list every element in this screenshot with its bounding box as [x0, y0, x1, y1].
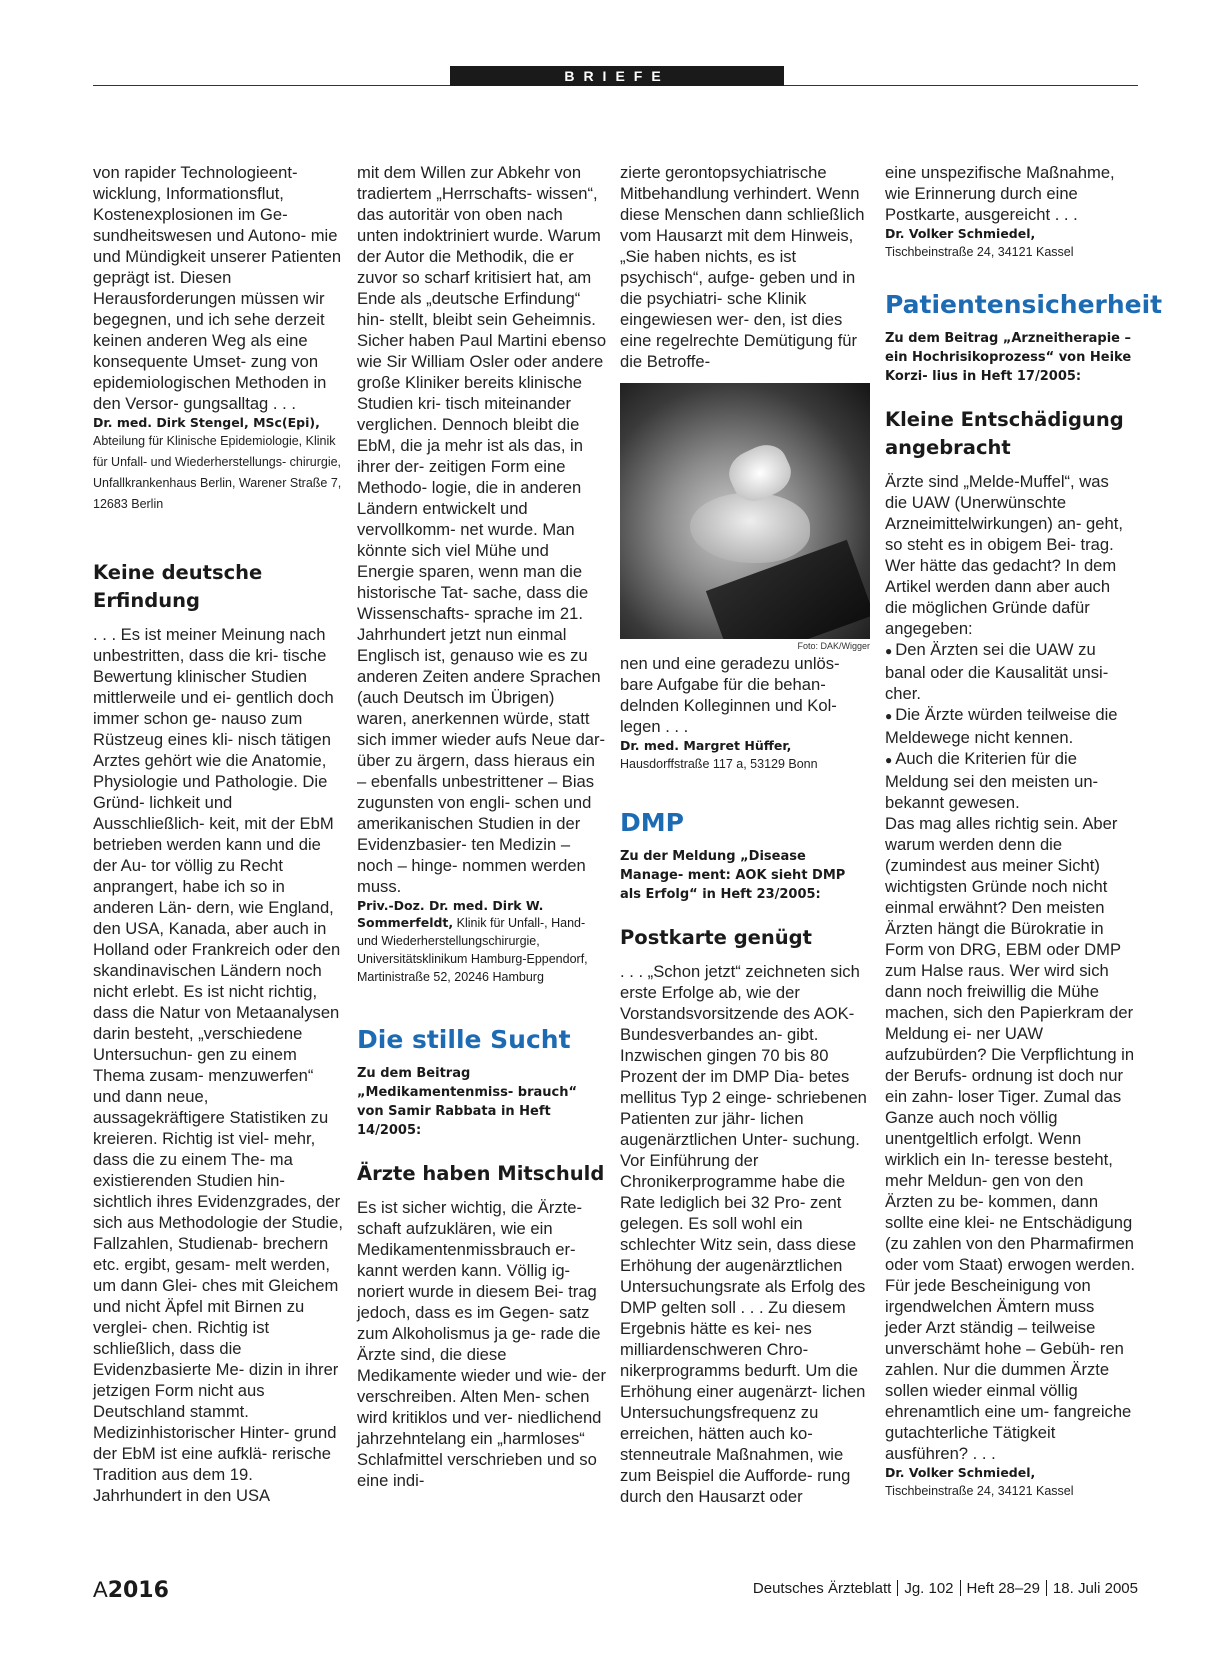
- hand-shape: [690, 493, 810, 563]
- letter-text: mit dem Willen zur Abkehr von tradiertem „Herrschafts- wissen“, das autoritär von oben nach unten indoktriniert wurde. Warum der Autor die Methodik, die er zuvor so scharf kritisiert hat, am Ende als „deutsche Erfindung“ hin- stellt, bleibt sein Geheimnis. Sicher haben Paul Martini ebenso wie Sir William Osler oder andere große Kliniker bereits klinische Studien kri- tisch miteinander verglichen. Dennoch bleibt die EbM, die ja mehr ist als das, in ihrer der- zeitigen Form eine Methodo- logie, die in anderen Ländern entwickelt und vervollkomm- net wurde. Man könnte sich viel Mühe und Energie sparen, wenn man die historische Tat- sache, dass die Wissenschafts- sprache im 21. Jahrhundert jetzt nun einmal Englisch ist, genauso wie es zu anderen Zeiten andere Sprachen (auch Deutsch im Übrigen) waren, anerkennen würde, statt sich immer wieder aufs Neue dar- über zu ärgern, dass hieraus ein – ebenfalls unbestrittener – Bias zugunsten von engli- schen und amerikanischen Studien in der Evidenzbasier- ten Medizin – noch – hinge- nommen werden muss.: [357, 163, 607, 896]
- letter-text: Ärzte sind „Melde-Muffel“, was die UAW (Unerwünschte Arzneimittelwirkungen) an- geht, so steht es in obigem Bei- trag. Wer hätte das gedacht? In dem Artikel werden dann aber auch die möglichen Gründe dafür angegeben:: [885, 472, 1123, 638]
- journal-issue: Heft 28–29: [966, 1580, 1040, 1597]
- letter-headline: Kleine Entschädigung angebracht: [885, 408, 1124, 459]
- separator: [1046, 1580, 1047, 1596]
- section-title: DMP: [620, 808, 684, 837]
- journal-volume: Jg. 102: [904, 1580, 954, 1597]
- letter-text: von rapider Technologieent- wicklung, Informationsflut, Kostenexplosionen im Ge- sundheitswesen und Autono- mie und Mündigkeit unserer Patienten geprägt ist. Diesen Herausforderungen müssen wir begegnen, und ich sehe derzeit keinen anderen Weg als eine konsequente Umset- zung von epidemiologischen Methoden in den Versor- gungsalltag . . .: [93, 163, 342, 413]
- bullet-item: ● Den Ärzten sei die UAW zu banal oder die Kausalität unsi- cher.: [885, 639, 1135, 704]
- article-reference: Zu dem Beitrag „Medikamentenmiss- brauch“ von Samir Rabbata in Heft 14/2005:: [357, 1066, 578, 1138]
- column-1: [93, 162, 343, 1506]
- letter-text: nen und eine geradezu unlös- bare Aufgabe für die behan- delnden Kolleginnen und Kol- legen . . .: [620, 654, 840, 736]
- author-name: Dr. Volker Schmiedel,: [885, 226, 1036, 241]
- author-address: Abteilung für Klinische Epidemiologie, Klinik für Unfall- und Wiederherstellungs- chirurgie, Unfallkrankenhaus Berlin, Warener Straße 7, 12683 Berlin: [93, 434, 342, 511]
- separator: [897, 1580, 898, 1596]
- column-2: [357, 162, 607, 1491]
- author-name: Dr. med. Dirk Stengel, MSc(Epi),: [93, 415, 320, 430]
- section-label: BRIEFE: [450, 66, 784, 86]
- author-signature: [357, 897, 607, 986]
- column-4: [885, 162, 1163, 1502]
- article-reference: Zu der Meldung „Disease Manage- ment: AOK sieht DMP als Erfolg“ in Heft 23/2005:: [620, 849, 846, 902]
- letter-text: . . . „Schon jetzt“ zeichneten sich erste Erfolge ab, wie der Vorstandsvorsitzende des AOK-Bundesverbandes an- gibt. Inzwischen gingen 70 bis 80 Prozent der im DMP Dia- betes mellitus Typ 2 einge- schriebenen Patienten zur jähr- lichen augenärztlichen Unter- suchung. Vor Einführung der Chronikerprogramme habe die Rate lediglich bei 32 Pro- zent gelegen. Es soll wohl ein schlechter Witz sein, dass diese Erhöhung der augenärztlichen Untersuchungsrate als Erfolg des DMP gelten soll . . . Zu diesem Ergebnis hätte es kei- nes milliardenschweren Chro- nikerprogramms bedurft. Um die Erhöhung einer augenärzt- lichen Untersuchungsfrequenz zu erreichen, hätten auch ko- stenneutrale Maßnahmen, wie zum Beispiel die Aufforde- rung durch den Hausarzt oder: [620, 962, 867, 1506]
- letter-text: . . . Es ist meiner Meinung nach unbestritten, dass die kri- tische Bewertung klinischer Studien mittlerweile und ei- gentlich doch immer schon ge- nauso zum Rüstzeug eines kli- nisch tätigen Arztes gehört wie die Anatomie, Physiologie und Pathologie. Die Gründ- lichkeit und Ausschließlich- keit, mit der EbM betrieben werden kann und die der Au- tor völlig zu Recht anprangert, habe ich so in anderen Län- dern, wie England, den USA, Kanada, aber auch in Holland oder Frankreich oder den skandinavischen Ländern noch nicht erlebt. Es ist nicht richtig, dass die Natur von Metaanalysen darin besteht, „verschiedene Untersuchun- gen zu einem Thema zusam- menzuwerfen“ und dann neue, aussagekräftigere Statistiken zu kreieren. Richtig ist viel- mehr, dass die zu einem The- ma existierenden Studien hin- sichtlich ihres Evidenzgrades, der sich aus Methodologie der Studie, Fallzahlen, Studienab- brechern etc. ergibt, gesam- melt werden, um dann Glei- ches mit Gleichem und nicht Äpfel mit Birnen zu verglei- chen. Richtig ist schließlich, dass die Evidenzbasierte Me- dizin in ihrer jetzigen Form nicht aus Deutschland stammt. Medizinhistorischer Hinter- grund der EbM ist eine aufklä- rerische Tradition aus dem 19. Jahrhundert in den USA: [93, 625, 343, 1505]
- letter-headline: Ärzte haben Mitschuld: [357, 1162, 605, 1185]
- photo-credit: Foto: DAK/Wigger: [797, 641, 870, 651]
- author-address: Tischbeinstraße 24, 34121 Kassel: [885, 1484, 1074, 1498]
- bullet-item: ● Auch die Kriterien für die Meldung sei den meisten un- bekannt gewesen.: [885, 748, 1135, 813]
- journal-info: [753, 1580, 1138, 1597]
- letter-text: zierte gerontopsychiatrische Mitbehandlung verhindert. Wenn diese Menschen dann schließlich vom Hausarzt mit dem Hinweis, „Sie haben nichts, es ist psychisch“, aufge- geben und in die psychiatri- sche Klinik eingewiesen wer- den, ist dies eine regelrechte Demütigung für die Betroffe-: [620, 163, 865, 371]
- page-number: [93, 1577, 169, 1603]
- author-address: Tischbeinstraße 24, 34121 Kassel: [885, 245, 1074, 259]
- letter-text: eine unspezifische Maßnahme, wie Erinnerung durch eine Postkarte, ausgereicht . . .: [885, 163, 1115, 224]
- letter-text: Das mag alles richtig sein. Aber warum werden denn die (zumindest aus meiner Sicht) wichtigsten Gründe noch nicht einmal erwähnt? Den meisten Ärzten hängt die Bürokratie in Form von DRG, EBM oder DMP zum Halse raus. Wer wird sich dann noch freiwillig die Mühe machen, sich den Papierkram der Meldung ei- ner UAW aufzubürden? Die Verpflichtung in der Berufs- ordnung ist doch nur ein zahn- loser Tiger. Zumal das Ganze auch noch völlig unentgeltlich erfolgt. Wenn wirklich ein In- teresse besteht, mehr Meldun- gen von den Ärzten zu be- kommen, dann sollte eine klei- ne Entschädigung (zu zahlen von den Pharmafirmen oder vom Staat) erwogen werden. Für jede Bescheinigung von irgendwelchen Ämtern muss jeder Arzt ständig – teilweise unverschämt hohe – Gebüh- ren zahlen. Nur die dummen Ärzte sollen wieder einmal völlig ehrenamtlich eine um- fangreiche gutachterliche Tätigkeit ausführen? . . .: [885, 814, 1135, 1463]
- journal-date: 18. Juli 2005: [1052, 1580, 1138, 1597]
- letter-text: Es ist sicher wichtig, die Ärzte- schaft aufzuklären, wie ein Medikamentenmissbrauch er- kannt werden kann. Völlig ig- noriert wurde in diesem Bei- trag jedoch, dass es im Gegen- satz zum Alkoholismus ja ge- rade die Ärzte sind, die diese Medikamente wieder und wie- der verschreiben. Alten Men- schen wird kritiklos und ver- niedlichend jahrzehntelang ein „harmloses“ Schlafmittel verschrieben und so eine indi-: [357, 1198, 607, 1490]
- page-prefix: A: [93, 1577, 108, 1602]
- author-name: Dr. Volker Schmiedel,: [885, 1465, 1036, 1480]
- section-title: Patientensicherheit: [885, 290, 1163, 319]
- bullet-item: ● Die Ärzte würden teilweise die Meldewege nicht kennen.: [885, 704, 1135, 748]
- author-address: Hausdorffstraße 117 a, 53129 Bonn: [620, 757, 818, 771]
- author-name: Dr. med. Margret Hüffer,: [620, 738, 792, 753]
- author-affiliation: Klinik für Unfall-, Hand- und Wiederherstellungschirurgie, Universitätsklinikum Hamburg-Eppendorf, Martinistraße 52, 20246 Hamburg: [357, 916, 588, 984]
- journal-name: Deutsches Ärzteblatt: [752, 1580, 892, 1597]
- column-3: [620, 162, 870, 1507]
- section-title: Die stille Sucht: [357, 1025, 571, 1054]
- page-number-value: 2016: [107, 1578, 169, 1603]
- separator: [960, 1580, 961, 1596]
- hand-with-pills-photo: [620, 383, 870, 639]
- letter-headline: Keine deutsche Erfindung: [93, 561, 263, 612]
- letter-headline: Postkarte genügt: [620, 926, 812, 949]
- article-reference: Zu dem Beitrag „Arzneitherapie – ein Hochrisikoprozess“ von Heike Korzi- lius in Heft 17/2005:: [885, 331, 1132, 384]
- author-name: Priv.-Doz. Dr. med. Dirk W. Sommerfeldt,: [357, 898, 544, 930]
